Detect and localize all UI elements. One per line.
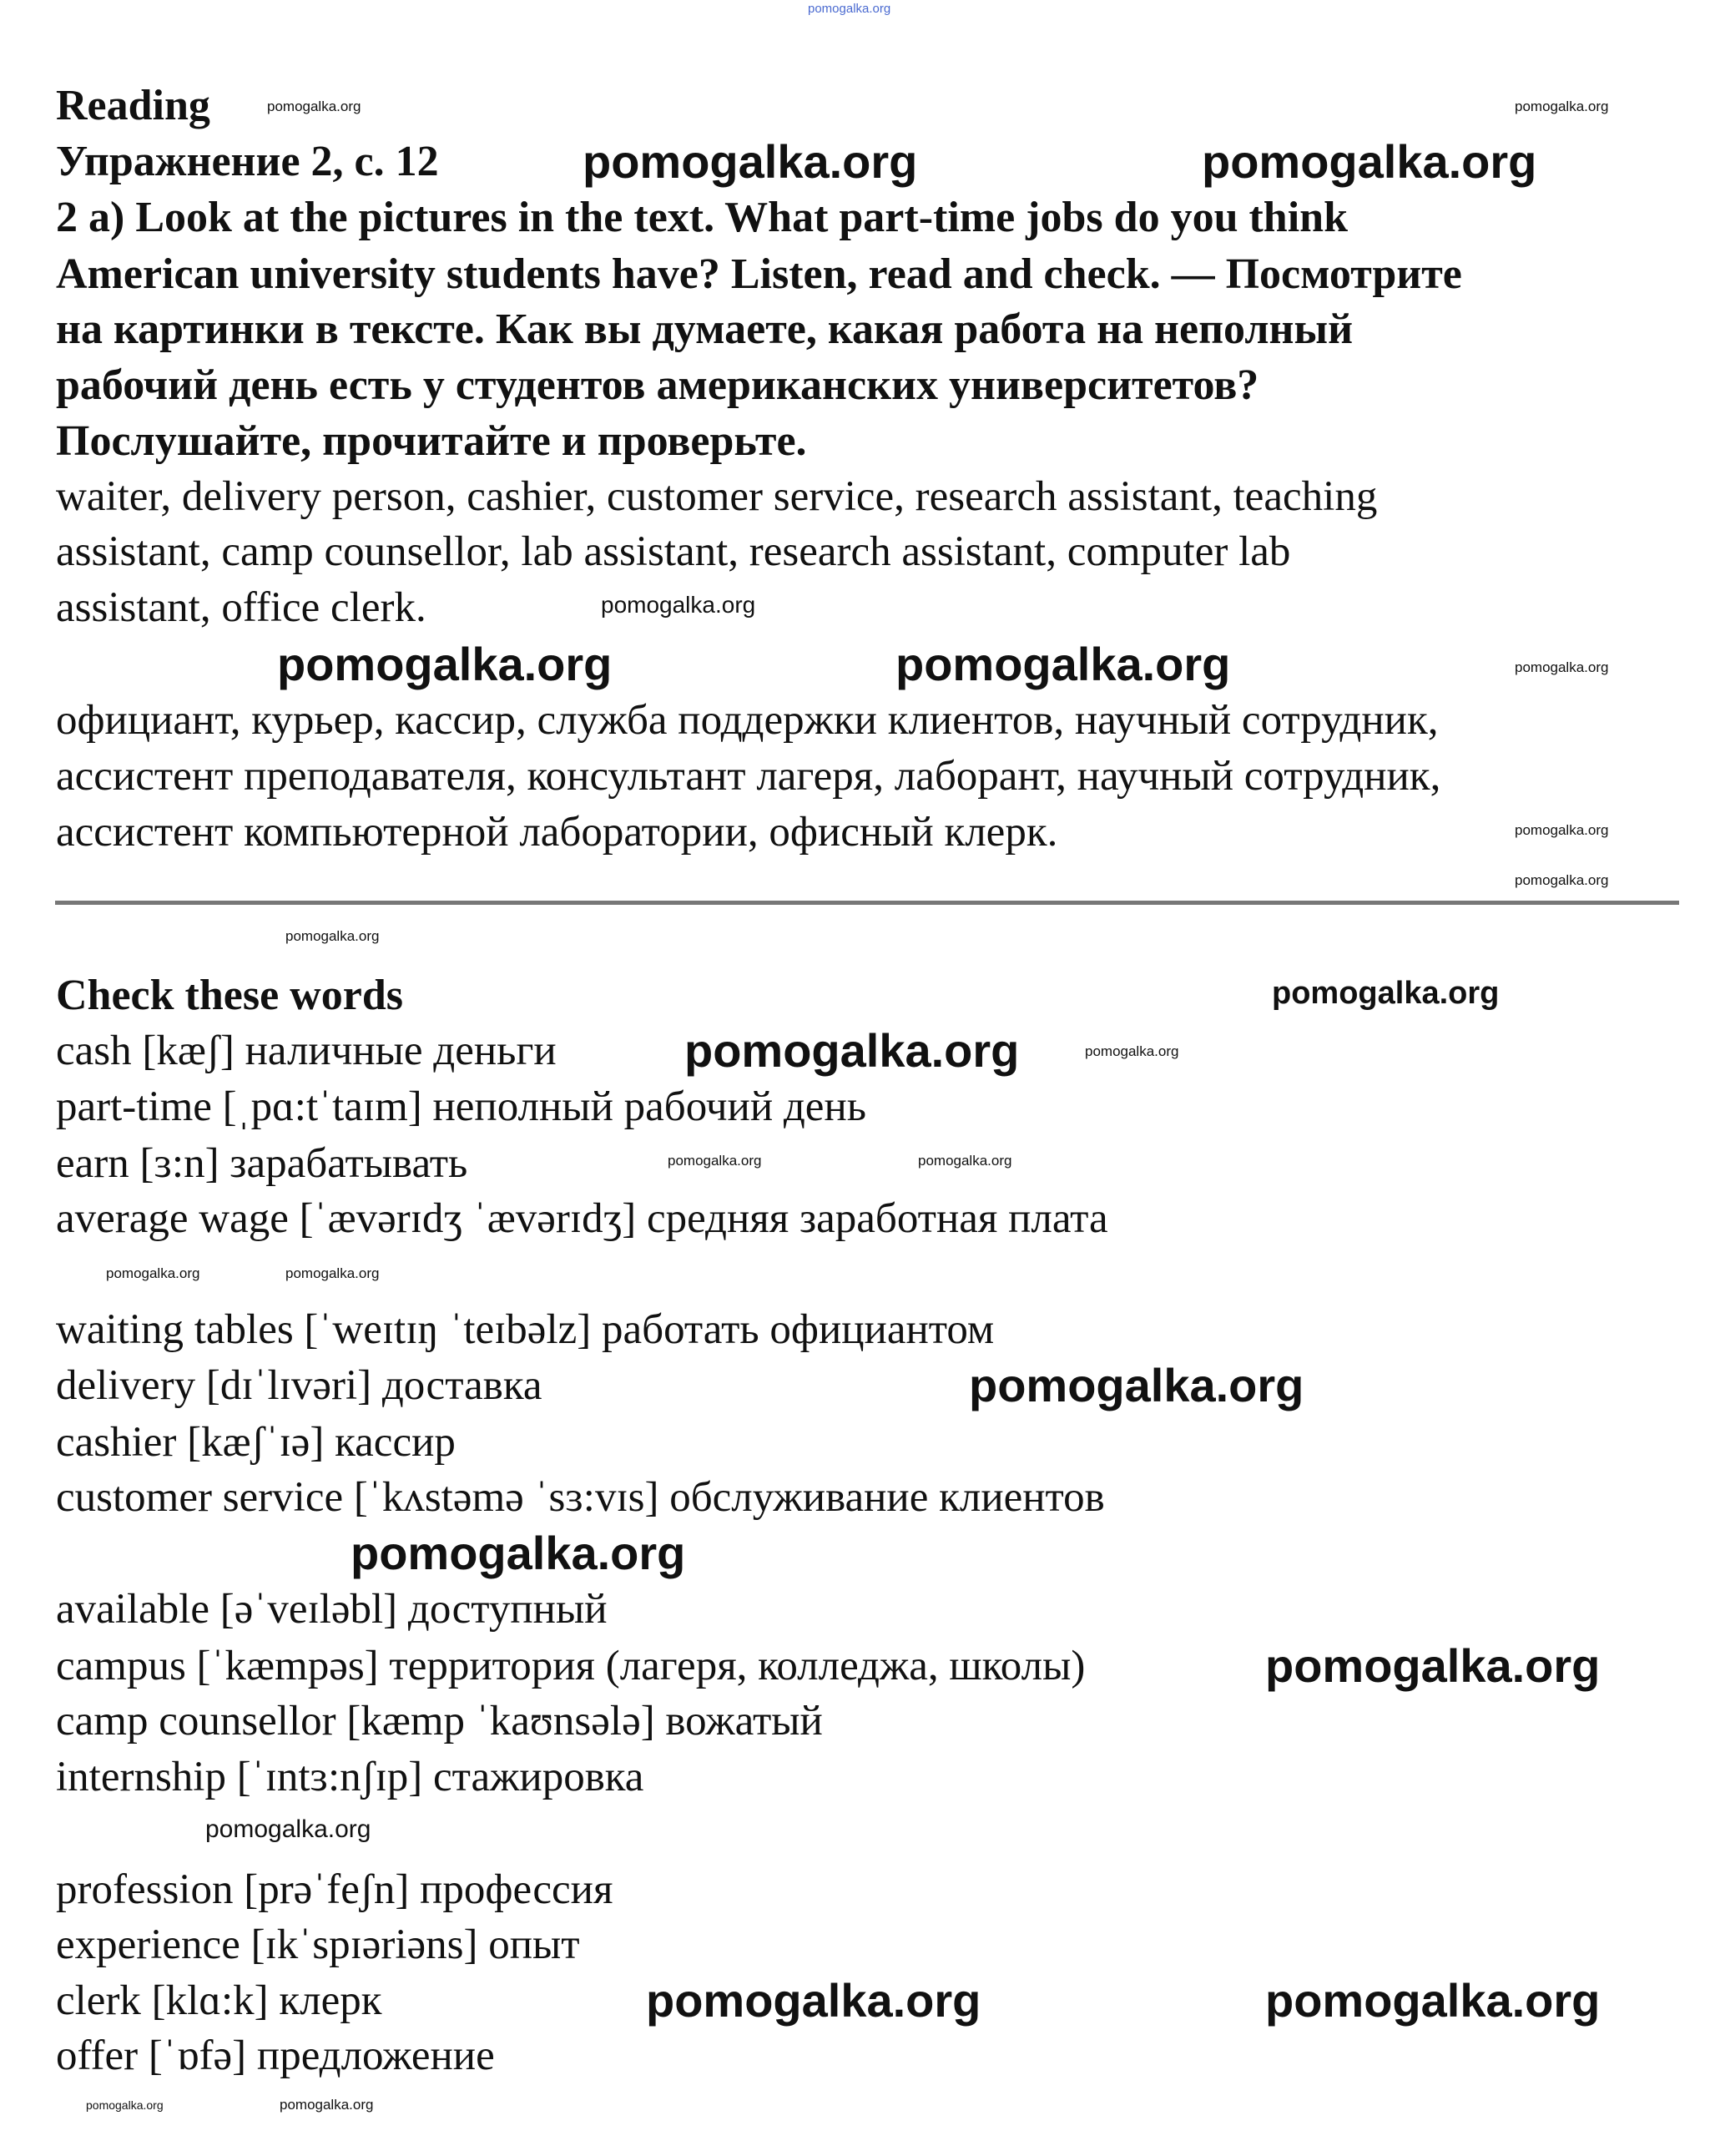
watermark: pomogalka.org bbox=[895, 638, 1231, 690]
task-line: Послушайте, прочитайте и проверьте. bbox=[56, 417, 807, 465]
word-item: delivery [dɪˈlɪvəri] доставка bbox=[56, 1362, 542, 1409]
word-item: campus [ˈkæmpəs] территория (лагеря, колледжа, школы) bbox=[56, 1643, 1086, 1689]
watermark: pomogalka.org bbox=[106, 1265, 200, 1281]
watermark: pomogalka.org bbox=[684, 1024, 1020, 1077]
watermark: pomogalka.org bbox=[280, 2097, 374, 2113]
word-item: average wage [ˈævərɪdʒ ˈævərɪdʒ] средняя заработная плата bbox=[56, 1195, 1108, 1242]
watermark: pomogalka.org bbox=[277, 638, 613, 690]
words-title: Check these words bbox=[56, 972, 403, 1019]
answer-en-line: waiter, delivery person, cashier, customer service, research assistant, teaching bbox=[56, 473, 1378, 520]
word-item: waiting tables [ˈweɪtɪŋ ˈteɪbəlz] работать официантом bbox=[56, 1306, 995, 1353]
answer-en-line: assistant, office clerk. bbox=[56, 584, 426, 631]
watermark: pomogalka.org bbox=[267, 98, 361, 114]
watermark: pomogalka.org bbox=[1085, 1043, 1179, 1059]
watermark: pomogalka.org bbox=[1515, 822, 1609, 838]
word-item: clerk [klɑ:k] клерк bbox=[56, 1977, 382, 2024]
watermark: pomogalka.org bbox=[86, 2098, 164, 2112]
watermark: pomogalka.org bbox=[601, 592, 756, 618]
watermark: pomogalka.org bbox=[1515, 98, 1609, 114]
watermark: pomogalka.org bbox=[1202, 135, 1537, 188]
task-line: 2 a) Look at the pictures in the text. What part-time jobs do you think bbox=[56, 194, 1349, 241]
watermark: pomogalka.org bbox=[969, 1359, 1304, 1411]
watermark: pomogalka.org bbox=[668, 1153, 762, 1169]
watermark: pomogalka.org bbox=[1515, 872, 1609, 888]
word-item: cash [kæʃ] наличные деньги bbox=[56, 1028, 557, 1074]
word-item: camp counsellor [kæmp ˈkaʊnsələ] вожатый bbox=[56, 1698, 823, 1744]
word-item: cashier [kæʃˈɪə] кассир bbox=[56, 1419, 456, 1466]
word-item: customer service [ˈkʌstəmə ˈsɜ:vɪs] обслуживание клиентов bbox=[56, 1474, 1105, 1521]
watermark: pomogalka.org bbox=[1515, 659, 1609, 675]
task-line: на картинки в тексте. Как вы думаете, какая работа на неполный bbox=[56, 305, 1354, 353]
word-item: offer [ˈɒfə] предложение bbox=[56, 2032, 495, 2079]
answer-ru-line: ассистент компьютерной лаборатории, офисный клерк. bbox=[56, 809, 1058, 856]
watermark-top: pomogalka.org bbox=[808, 2, 891, 16]
exercise-title: Упражнение 2, с. 12 bbox=[56, 138, 439, 185]
answer-ru-line: ассистент преподавателя, консультант лагеря, лаборант, научный сотрудник, bbox=[56, 753, 1441, 800]
watermark: pomogalka.org bbox=[1265, 1974, 1601, 2027]
watermark: pomogalka.org bbox=[646, 1974, 981, 2027]
watermark: pomogalka.org bbox=[285, 928, 380, 944]
word-item: earn [ɜ:n] зарабатывать bbox=[56, 1140, 468, 1187]
task-line: American university students have? Listen, read and check. — Посмотрите bbox=[56, 250, 1462, 298]
answer-ru-line: официант, курьер, кассир, служба поддержки клиентов, научный сотрудник, bbox=[56, 697, 1439, 744]
word-item: part-time [ˌpɑ:tˈtaɪm] неполный рабочий день bbox=[56, 1083, 866, 1130]
word-item: available [əˈveɪləbl] доступный bbox=[56, 1586, 608, 1633]
watermark: pomogalka.org bbox=[918, 1153, 1012, 1169]
watermark: pomogalka.org bbox=[1265, 1639, 1601, 1692]
answer-en-line: assistant, camp counsellor, lab assistant, research assistant, computer lab bbox=[56, 528, 1291, 575]
watermark: pomogalka.org bbox=[205, 1815, 371, 1843]
watermark: pomogalka.org bbox=[1272, 976, 1500, 1011]
word-item: experience [ɪkˈspɪəriəns] опыт bbox=[56, 1921, 580, 1968]
watermark: pomogalka.org bbox=[351, 1527, 686, 1579]
divider bbox=[55, 901, 1679, 905]
word-item: internship [ˈɪntɜ:nʃɪp] стажировка bbox=[56, 1754, 644, 1800]
watermark: pomogalka.org bbox=[583, 135, 918, 188]
section-title: Reading bbox=[56, 82, 210, 129]
task-line: рабочий день есть у студентов американских университетов? bbox=[56, 361, 1259, 409]
word-item: profession [prəˈfeʃn] профессия bbox=[56, 1866, 613, 1913]
watermark: pomogalka.org bbox=[285, 1265, 380, 1281]
